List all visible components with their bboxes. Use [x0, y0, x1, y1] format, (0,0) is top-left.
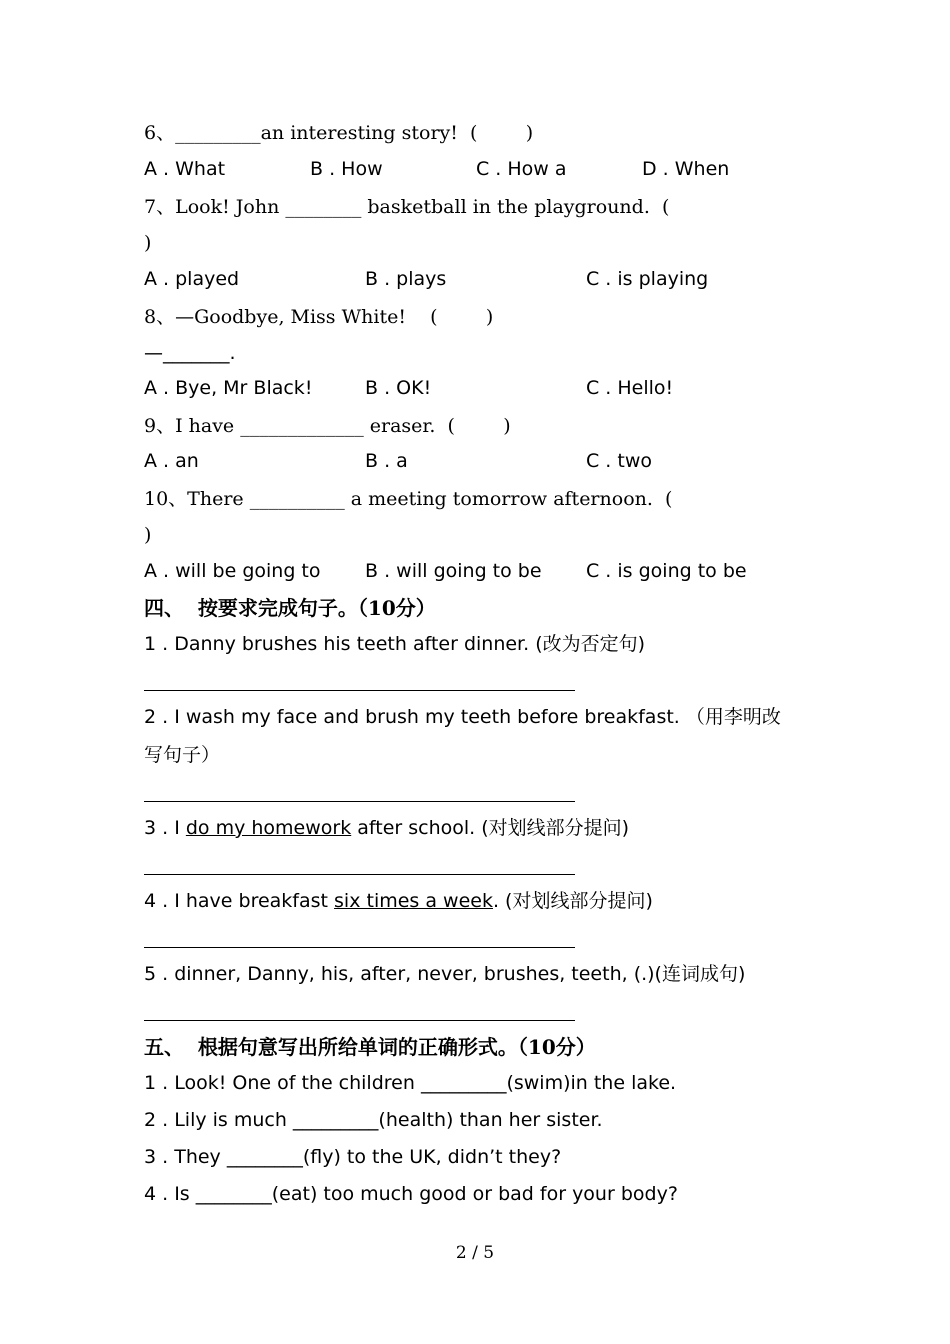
question-4-prefix: 4 . I have breakfast: [144, 890, 335, 912]
section-5-item: 1 . Look! One of the children _________(swim)in the lake.: [144, 1072, 677, 1094]
question-6-option-d: D . When: [642, 158, 730, 180]
question-9-option-a: A . an: [144, 450, 199, 472]
section-4-heading: 四、 按要求完成句子。（10分）: [144, 596, 436, 620]
question-9-option-c: C . two: [586, 450, 652, 472]
question-9-option-b: B . a: [365, 450, 408, 472]
question-4-suffix: . (对划线部分提问): [492, 890, 653, 912]
section-4-question-3: [144, 816, 629, 840]
question-7-stem-continued: ): [144, 232, 152, 254]
question-4-underlined-phrase: six times a week: [334, 890, 493, 912]
section-4-question-1: 1 . Danny brushes his teeth after dinner. (改为否定句): [144, 633, 646, 655]
section-5-item: 3 . They ________(fly) to the UK, didn’t they?: [144, 1146, 562, 1168]
answer-line: [144, 947, 575, 948]
question-7-stem: 7、Look! John ________ basketball in the playground. (: [144, 196, 670, 218]
question-10-option-c: C . is going to be: [586, 560, 747, 582]
question-8-option-a: A . Bye, Mr Black!: [144, 377, 313, 399]
answer-line: [144, 690, 575, 691]
question-8-stem: 8、—Goodbye, Miss White! ( ): [144, 306, 494, 328]
section-4-question-4: [144, 889, 653, 913]
question-6-option-b: B . How: [310, 158, 383, 180]
answer-line: [144, 801, 575, 802]
section-5-item: 4 . Is ________(eat) too much good or bad for your body?: [144, 1183, 678, 1205]
question-10-stem: 10、There __________ a meeting tomorrow afternoon. (: [144, 488, 673, 510]
question-3-prefix: 3 . I: [144, 817, 186, 839]
question-6-option-a: A . What: [144, 158, 226, 180]
question-7-option-c: C . is playing: [586, 268, 709, 290]
question-6-option-c: C . How a: [476, 158, 567, 180]
question-8-stem-continued: —_______.: [144, 342, 236, 364]
question-10-stem-continued: ): [144, 524, 152, 546]
section-4-question-2-continued: 写句子）: [144, 744, 221, 766]
page-number: 2 / 5: [455, 1243, 495, 1263]
question-6-stem: 6、_________an interesting story! ( ): [144, 122, 534, 144]
question-3-suffix: after school. (对划线部分提问): [351, 817, 630, 839]
question-10-option-b: B . will going to be: [365, 560, 542, 582]
section-4-question-2: 2 . I wash my face and brush my teeth before breakfast. （用李明改: [144, 706, 781, 728]
question-10-option-a: A . will be going to: [144, 560, 321, 582]
section-4-question-5: 5 . dinner, Danny, his, after, never, brushes, teeth, (.)(连词成句): [144, 963, 746, 985]
question-7-option-b: B . plays: [365, 268, 447, 290]
answer-line: [144, 1020, 575, 1021]
section-5-item: 2 . Lily is much _________(health) than her sister.: [144, 1109, 603, 1131]
question-8-option-c: C . Hello!: [586, 377, 674, 399]
question-8-option-b: B . OK!: [365, 377, 432, 399]
answer-line: [144, 874, 575, 875]
section-5-heading: 五、 根据句意写出所给单词的正确形式。（10分）: [144, 1035, 596, 1059]
question-7-option-a: A . played: [144, 268, 240, 290]
question-3-underlined-phrase: do my homework: [185, 817, 352, 839]
question-9-stem: 9、I have _____________ eraser. ( ): [144, 415, 511, 437]
